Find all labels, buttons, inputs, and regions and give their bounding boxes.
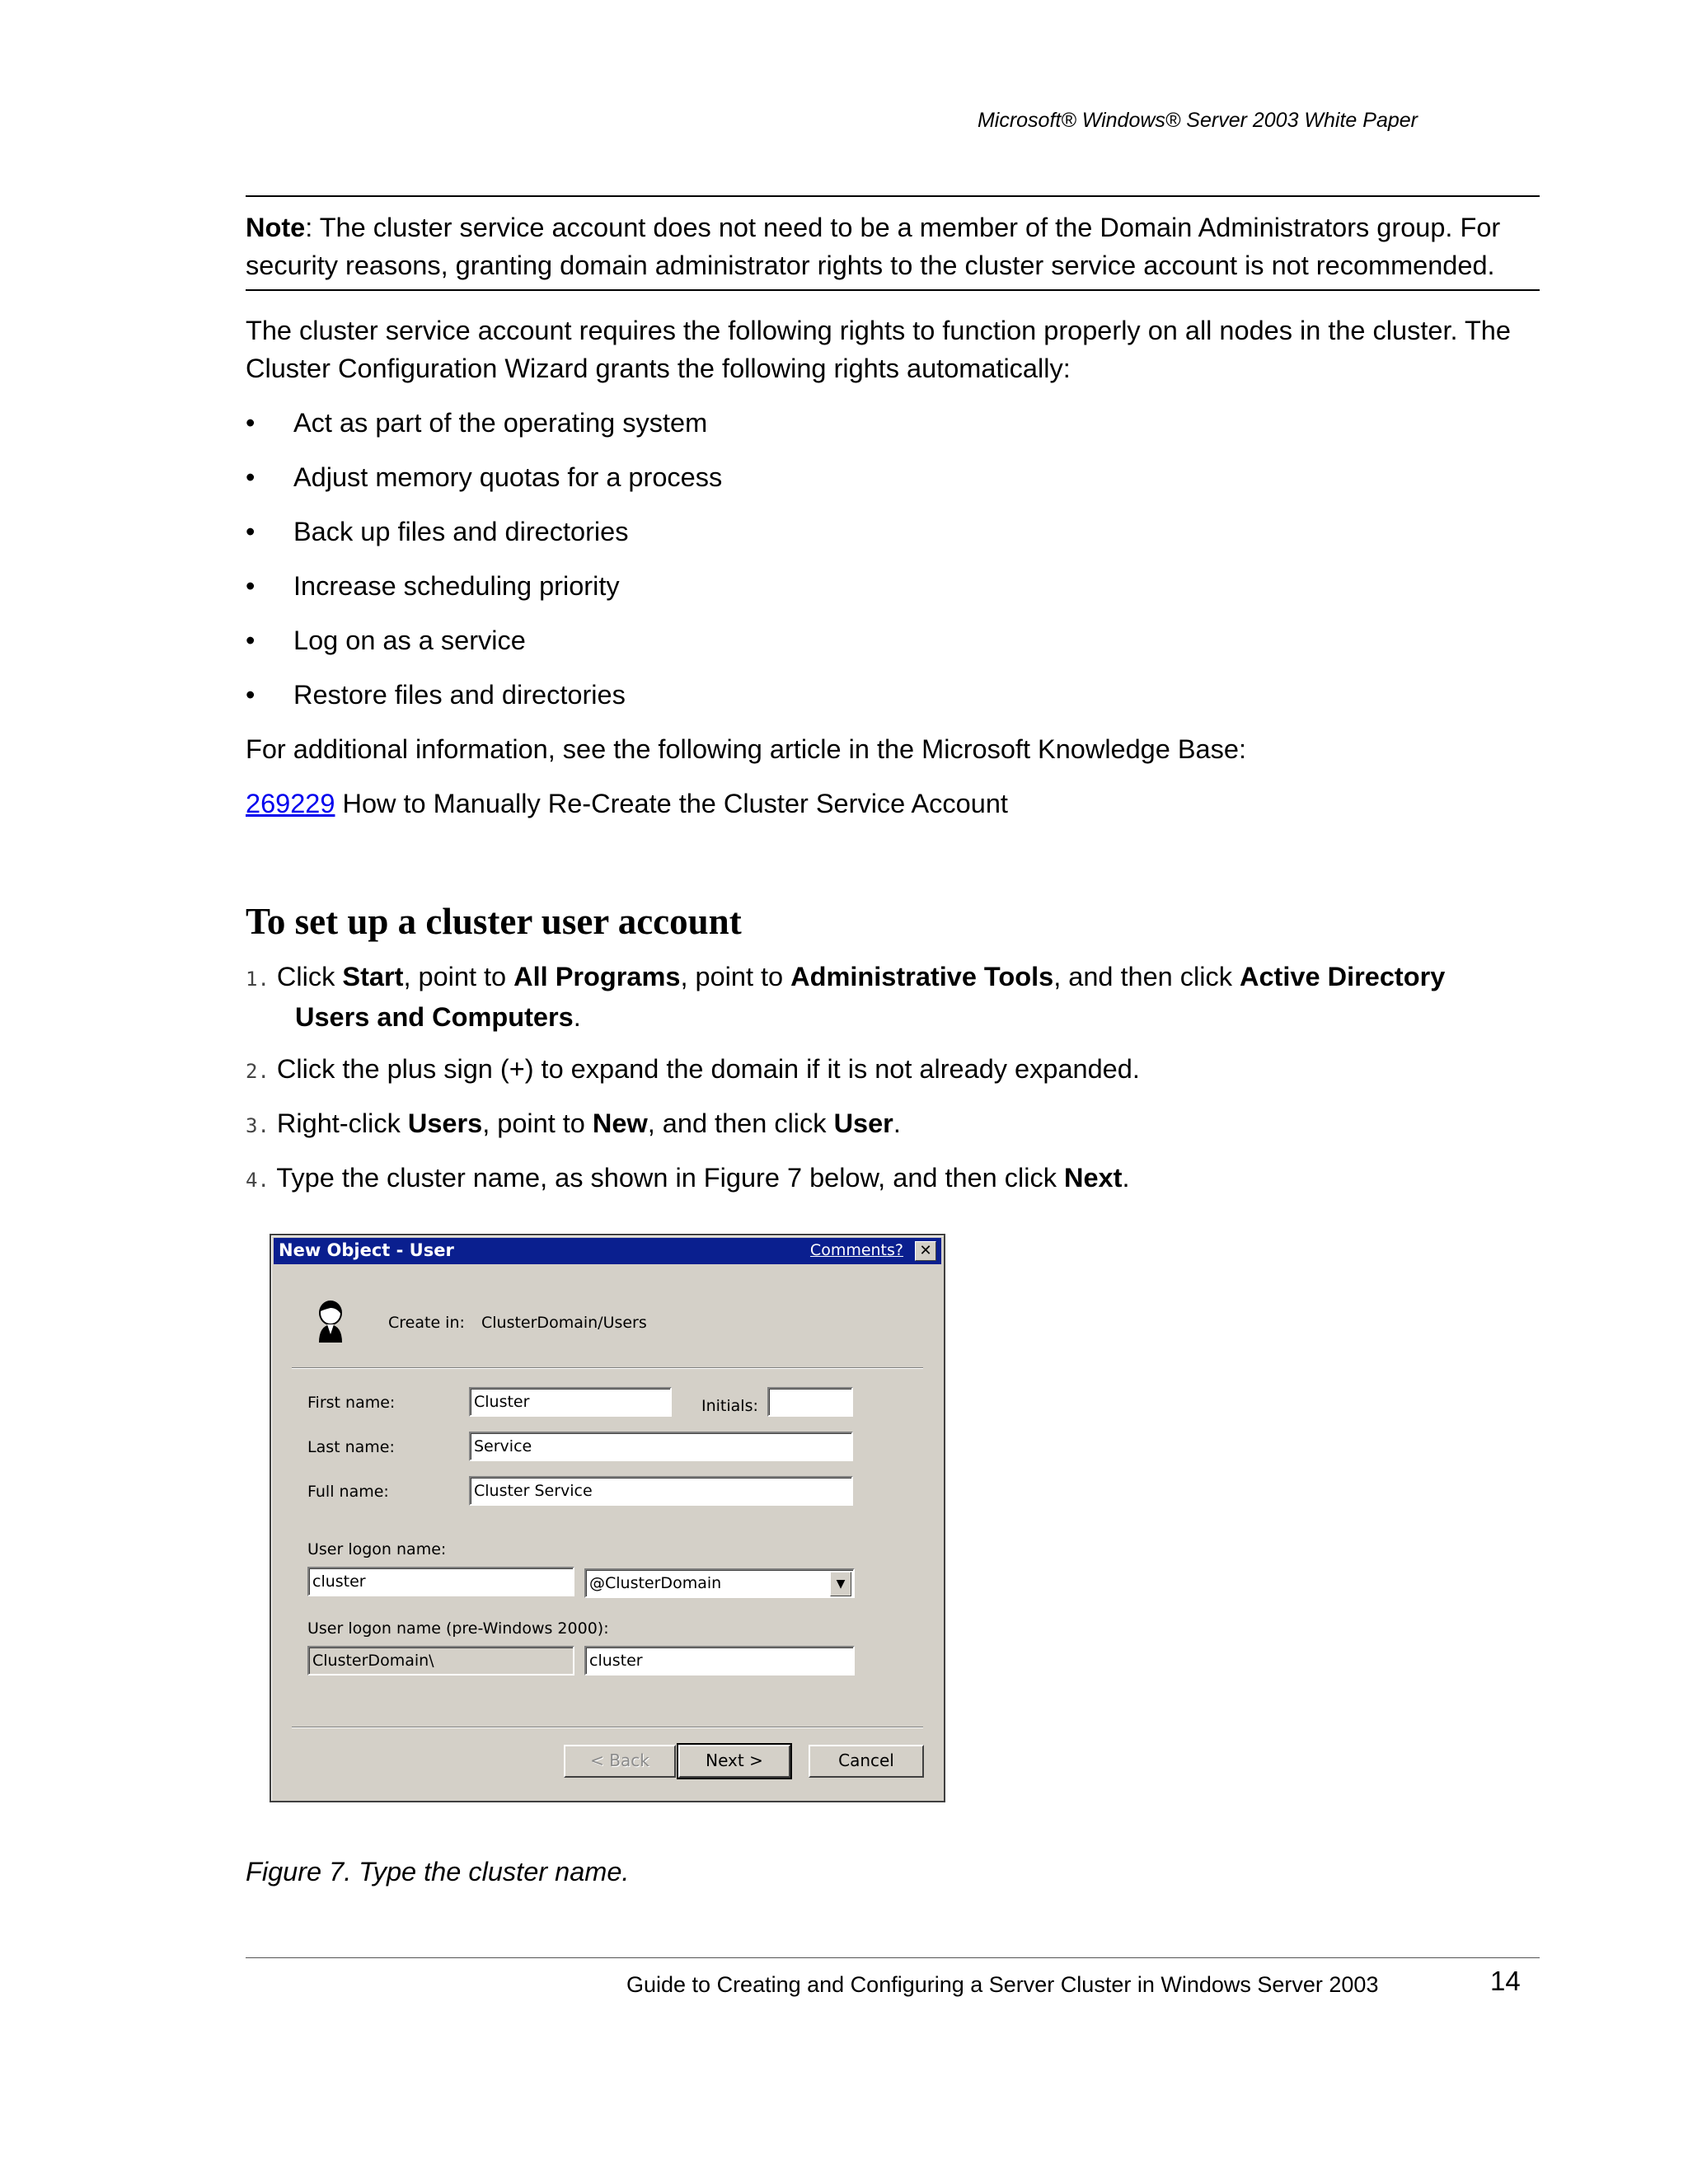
- kb-reference: [246, 785, 1544, 823]
- page-header: Microsoft® Windows® Server 2003 White Paper: [977, 109, 1418, 132]
- create-in-label: Create in:: [388, 1314, 465, 1332]
- footer-rule: [246, 1957, 1540, 1958]
- dialog-title: New Object - User: [279, 1240, 454, 1260]
- logon-name-field[interactable]: cluster: [307, 1567, 574, 1596]
- step-1: 1. Click Start, point to All Programs, point to Administrative Tools, and then click Active Directory Users and Computers.: [246, 962, 1446, 1032]
- note-top-rule: [246, 195, 1540, 197]
- initials-field[interactable]: [767, 1387, 853, 1417]
- new-object-user-dialog: [270, 1234, 945, 1802]
- figure-caption: Figure 7. Type the cluster name.: [246, 1857, 630, 1886]
- full-name-field[interactable]: Cluster Service: [469, 1476, 853, 1506]
- first-name-label: First name:: [307, 1394, 396, 1412]
- dialog-separator: [292, 1727, 923, 1728]
- user-icon: [314, 1298, 347, 1344]
- note-bottom-rule: [246, 289, 1540, 291]
- step-2: 2. Click the plus sign (+) to expand the domain if it is not already expanded.: [246, 1054, 1140, 1084]
- additional-info: For additional information, see the following article in the Microsoft Knowledge Base:: [246, 734, 1246, 764]
- dialog-titlebar: [274, 1238, 941, 1264]
- pre2000-logon-field[interactable]: cluster: [584, 1646, 855, 1675]
- cancel-button[interactable]: Cancel: [809, 1745, 924, 1778]
- page-number: 14: [1490, 1966, 1521, 1996]
- close-icon[interactable]: ✕: [915, 1241, 936, 1261]
- create-in-value: ClusterDomain/Users: [481, 1314, 647, 1332]
- back-button[interactable]: < Back: [564, 1745, 676, 1778]
- dialog-separator: [292, 1367, 923, 1369]
- bullet-icon: •: [246, 626, 256, 655]
- full-name-label: Full name:: [307, 1483, 389, 1501]
- note-text: : The cluster service account does not need to be a member of the Domain Administrators group. For security reasons, granting domain administrator rights to the cluster service account is not recommended.: [246, 213, 1501, 280]
- last-name-field[interactable]: Service: [469, 1432, 853, 1461]
- logon-name-label: User logon name:: [307, 1540, 447, 1558]
- chevron-down-icon[interactable]: ▼: [830, 1572, 851, 1596]
- first-name-field[interactable]: Cluster: [469, 1387, 672, 1417]
- section-title: To set up a cluster user account: [246, 901, 742, 942]
- bullet-icon: •: [246, 571, 256, 601]
- kb-title: How to Manually Re-Create the Cluster Service Account: [335, 789, 1008, 818]
- comments-link[interactable]: Comments?: [809, 1241, 903, 1259]
- footer-title: Guide to Creating and Configuring a Server Cluster in Windows Server 2003: [626, 1972, 1379, 1997]
- domain-dropdown[interactable]: [584, 1568, 855, 1598]
- step-3: 3. Right-click Users, point to New, and then click User.: [246, 1108, 901, 1138]
- kb-link[interactable]: 269229: [246, 789, 335, 818]
- step-4: 4. Type the cluster name, as shown in Figure 7 below, and then click Next.: [246, 1163, 1130, 1193]
- last-name-label: Last name:: [307, 1438, 395, 1456]
- intro-paragraph: The cluster service account requires the following rights to function properly on all nodes in the cluster. The Cluster Configuration Wizard grants the following rights automatically:: [246, 316, 1511, 383]
- next-button[interactable]: Next >: [678, 1745, 790, 1778]
- bullet-icon: •: [246, 408, 256, 438]
- pre2000-label: User logon name (pre-Windows 2000):: [307, 1619, 609, 1638]
- note-paragraph: [246, 209, 1544, 284]
- bullet-icon: •: [246, 517, 256, 546]
- initials-label: Initials:: [701, 1397, 758, 1415]
- bullet-icon: •: [246, 680, 256, 710]
- note-label: Note: [246, 213, 306, 242]
- domain-dropdown-value: @ClusterDomain: [589, 1574, 722, 1592]
- pre2000-domain-field: ClusterDomain\: [307, 1646, 574, 1675]
- bullet-icon: •: [246, 462, 256, 492]
